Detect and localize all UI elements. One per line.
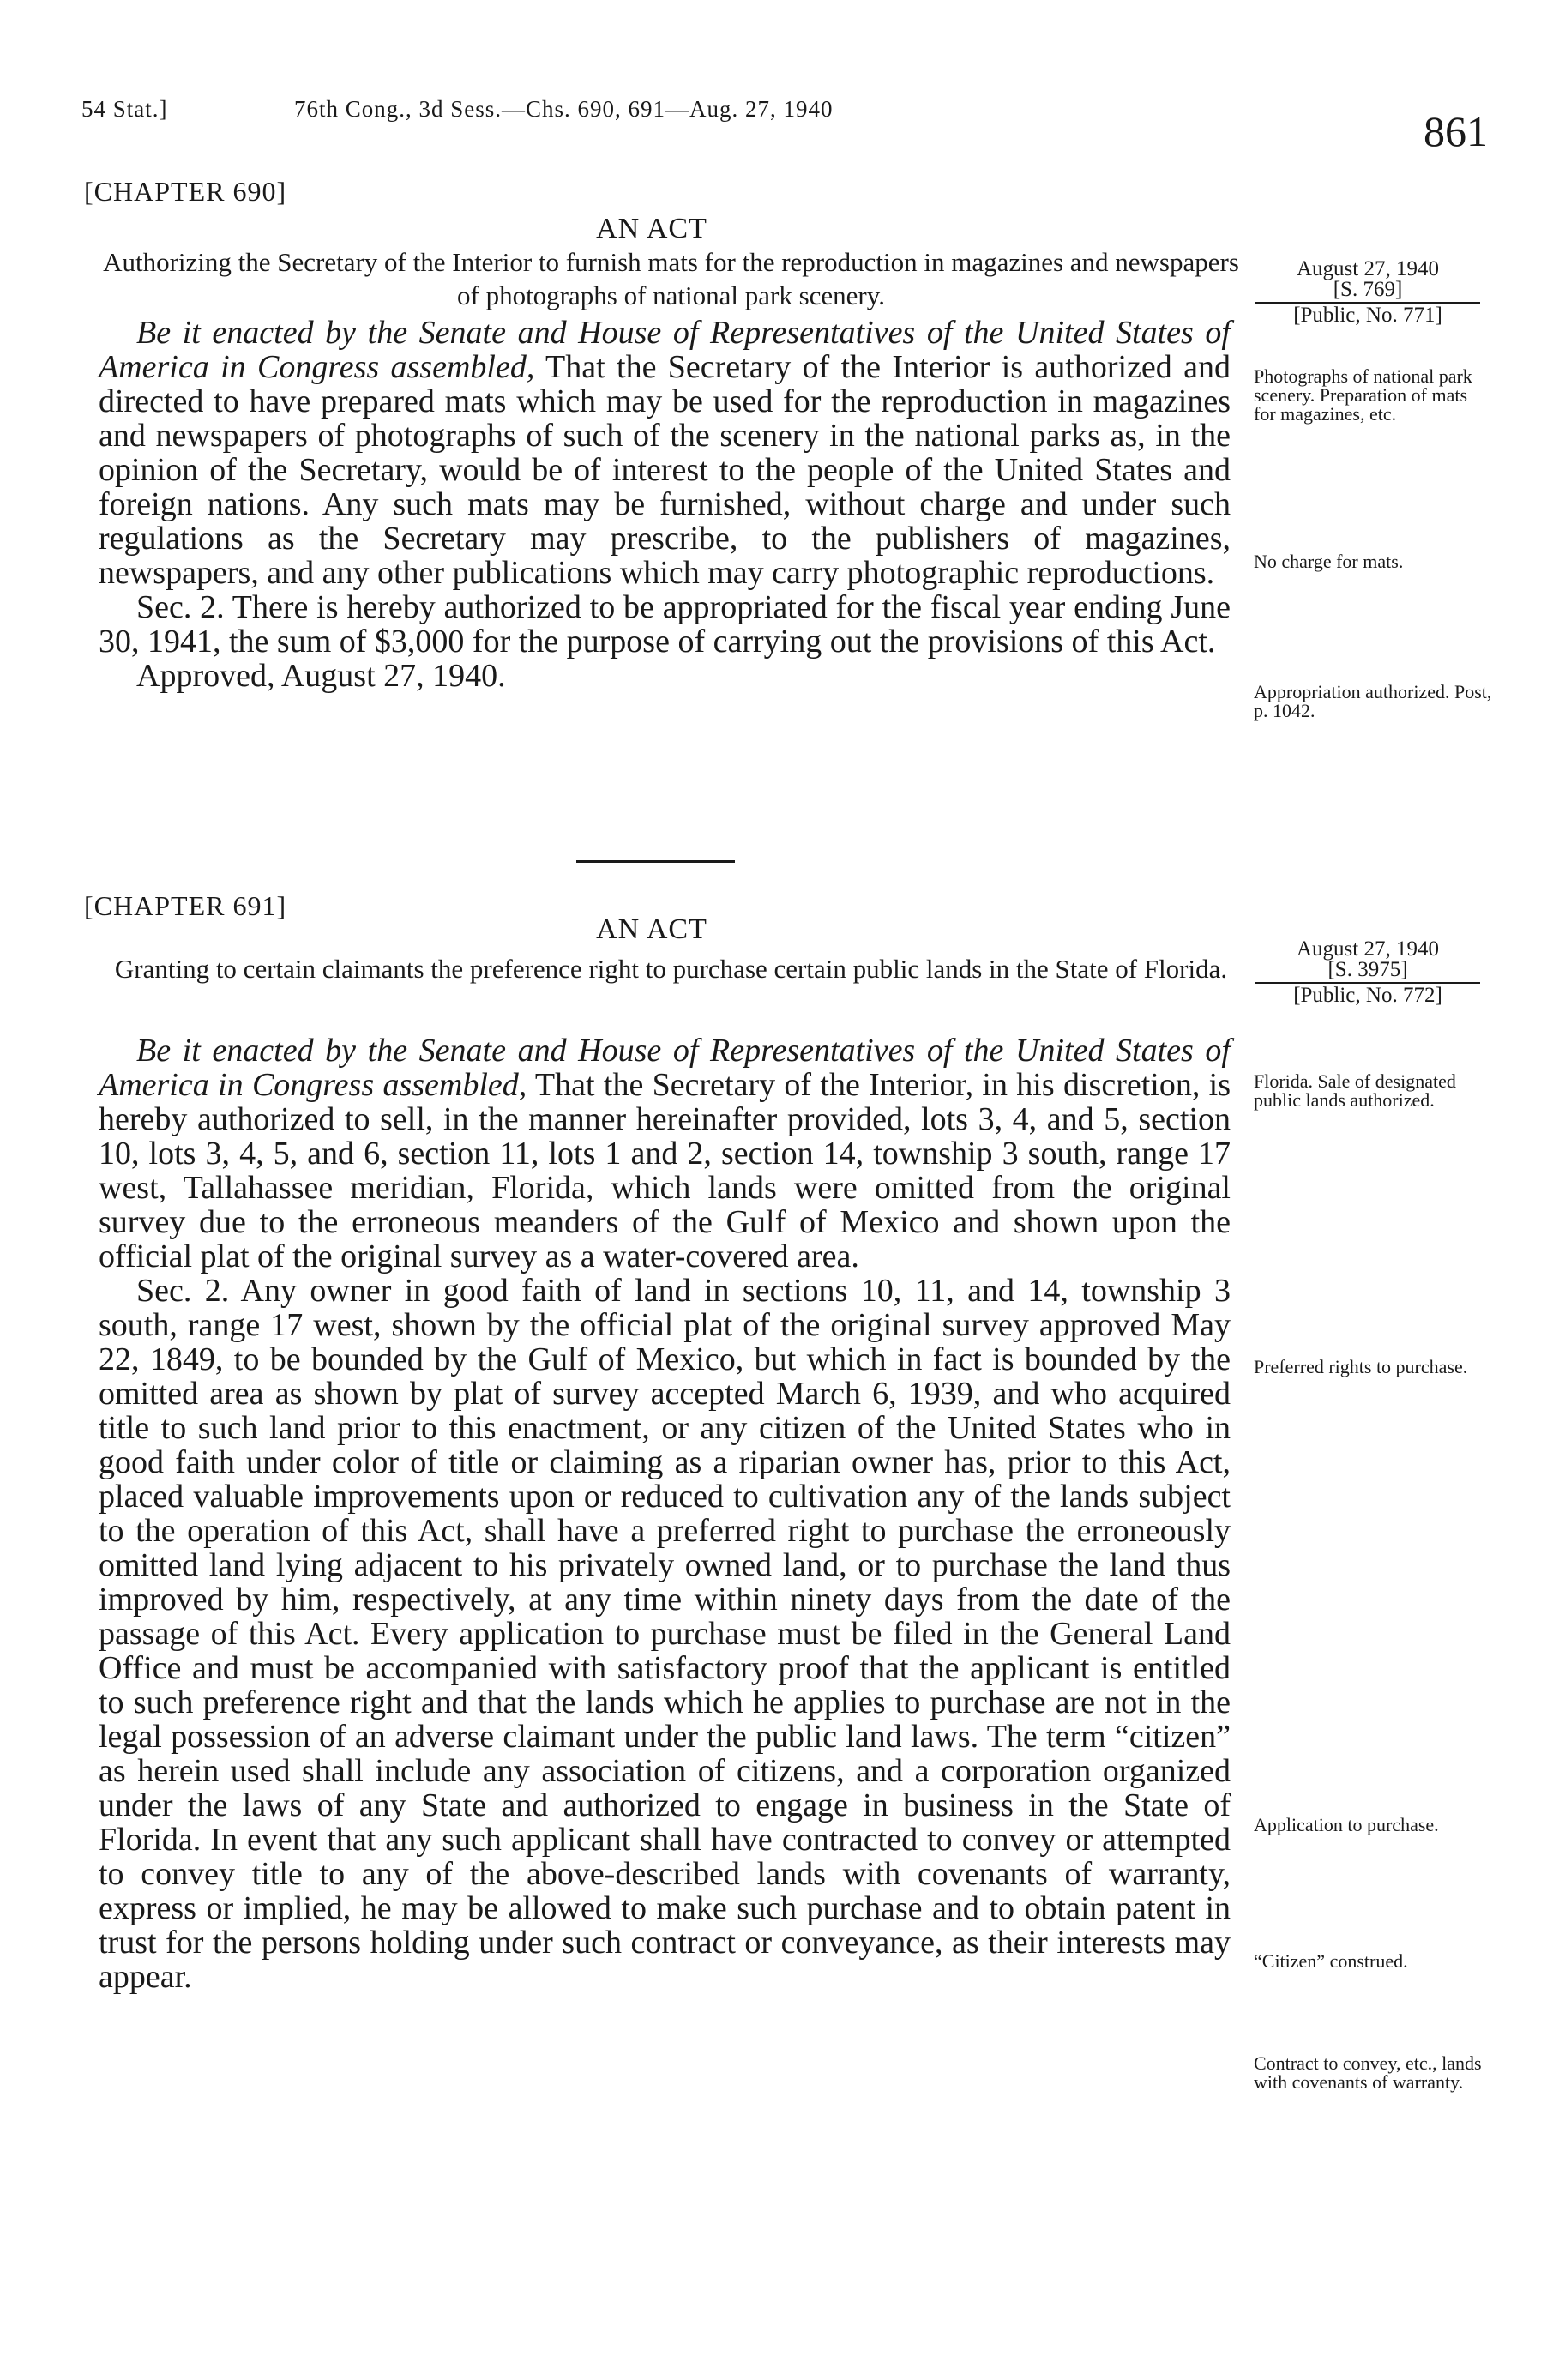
page-number: 861 xyxy=(1424,107,1488,155)
chapter-691-note-citizen: “Citizen” construed. xyxy=(1254,1950,1408,1972)
chapter-690-purpose: Authorizing the Secretary of the Interior to furnish mats for the reproduction in magazines and newspapers of photographs of national park scenery. xyxy=(103,247,1239,310)
chapter-690-section-1-text: That the Secretary of the Interior is authorized and directed to have prepared mats which may be used for the reproduction in magazines and newspapers of photographs of such of the scenery in the national parks as, in the opinion of the Secretary, would be of interest to the people of the United States and foreign nations. Any such mats may be furnished, without charge and under such regulations as the Secretary may prescribe, to the publishers of magazines, newspapers, and any other publications which may carry photographic reproductions. xyxy=(99,349,1231,591)
chapter-690-section-2: Sec. 2. There is hereby authorized to be appropriated for the fiscal year ending June 30, 1941, the sum of $3,000 for the purpose of carrying out the provisions of this Act. xyxy=(99,589,1231,660)
chapter-690-paragraph-1 xyxy=(99,316,1231,590)
chapter-691-note-contract: Contract to convey, etc., lands with covenants of warranty. xyxy=(1254,2052,1482,2093)
chapter-690-note-photographs: Photographs of national park scenery. Preparation of mats for magazines, etc. xyxy=(1254,365,1472,425)
chapter-691-note-preferred-rights: Preferred rights to purchase. xyxy=(1254,1356,1468,1377)
chapter-691-margin-ref xyxy=(1252,939,1484,1006)
chapter-690-law: [Public, No. 771] xyxy=(1293,304,1442,327)
chapter-691-body xyxy=(99,1033,1231,1994)
chapter-691-note-application: Application to purchase. xyxy=(1254,1814,1439,1835)
statute-volume: 54 Stat.] xyxy=(81,96,168,122)
chapter-691-section-2: Sec. 2. Any owner in good faith of land in sections 10, 11, and 14, township 3 south, range 17 west, shown by the official plat of the original survey approved May 22, 1849, to be bounded by the Gulf of Mexico, but which in fact is bounded by the omitted area as shown by plat of survey accepted March 6, 1939, and who acquired title to such land prior to this enactment, or any citizen of the United States who in good faith under color of title or claiming as a riparian owner has, prior to this Act, placed valuable improvements upon or reduced to cultivation any of the lands subject to the operation of this Act, shall have a preferred right to purchase the erroneously omitted land lying adjacent to his privately owned land, or to purchase the land thus improved by him, respectively, at any time within ninety days from the date of the passage of this Act. Every application to purchase must be filed in the General Land Office and must be accompanied with satisfactory proof that the applicant is entitled to such preference right and that the lands which he applies to purchase are not in the legal possession of an adverse claimant under the public land laws. The term “citizen” as herein used shall include any association of citizens, and a corporation organized under the laws of any State and authorized to engage in business in the State of Florida. In event that any such applicant shall have contracted to convey or attempted to convey title to any of the above-described lands with covenants of warranty, express or implied, he may be allowed to make such purchase and to obtain patent in trust for the persons holding under such contract or conveyance, as their interests may appear. xyxy=(99,1273,1231,1995)
chapter-690-bill: [S. 769] xyxy=(1333,278,1403,301)
chapter-691-act-title: AN ACT xyxy=(596,913,707,945)
chapter-divider xyxy=(576,860,735,863)
chapter-690-note-appropriation: Appropriation authorized. Post, p. 1042. xyxy=(1254,681,1492,721)
chapter-690-body xyxy=(99,316,1231,693)
chapter-691-enacting-clause: Be it enacted by the Senate and House of Representatives of the United States of America in Congress assembled, xyxy=(99,1033,1231,1103)
chapter-691-bill: [S. 3975] xyxy=(1327,958,1408,981)
chapter-691-note-florida: Florida. Sale of designated public lands authorized. xyxy=(1254,1070,1456,1111)
chapter-690-approval: Approved, August 27, 1940. xyxy=(136,658,506,694)
chapter-691-date: August 27, 1940 xyxy=(1297,937,1439,961)
chapter-691-section-1-text: That the Secretary of the Interior, in his discretion, is hereby authorized to sell, in the manner hereinafter provided, lots 3, 4, and 5, section 10, lots 3, 4, 5, and 6, section 11, lots 1 and 2, section 14, township 3 south, range 17 west, Tallahassee meridian, Florida, which lands were omitted from the original survey due to the erroneous meanders of the Gulf of Mexico and shown upon the official plat of the original survey as a water-covered area. xyxy=(99,1067,1231,1274)
session-line: 76th Cong., 3d Sess.—Chs. 690, 691—Aug. 27, 1940 xyxy=(294,96,834,122)
chapter-691-law: [Public, No. 772] xyxy=(1293,984,1442,1007)
chapter-690-label: [CHAPTER 690] xyxy=(84,176,287,207)
running-header xyxy=(81,96,1488,156)
chapter-690-margin-ref xyxy=(1252,259,1484,326)
chapter-690-act-title: AN ACT xyxy=(596,213,707,244)
chapter-690-note-no-charge: No charge for mats. xyxy=(1254,551,1404,572)
chapter-691-label: [CHAPTER 691] xyxy=(84,890,287,921)
chapter-691-purpose: Granting to certain claimants the preference right to purchase certain public lands in the State of Florida. xyxy=(114,954,1228,984)
chapter-690-date: August 27, 1940 xyxy=(1297,257,1439,280)
chapter-691-paragraph-1 xyxy=(99,1033,1231,1274)
chapter-690-enacting-clause: Be it enacted by the Senate and House of Representatives of the United States of America in Congress assembled, xyxy=(99,315,1231,385)
